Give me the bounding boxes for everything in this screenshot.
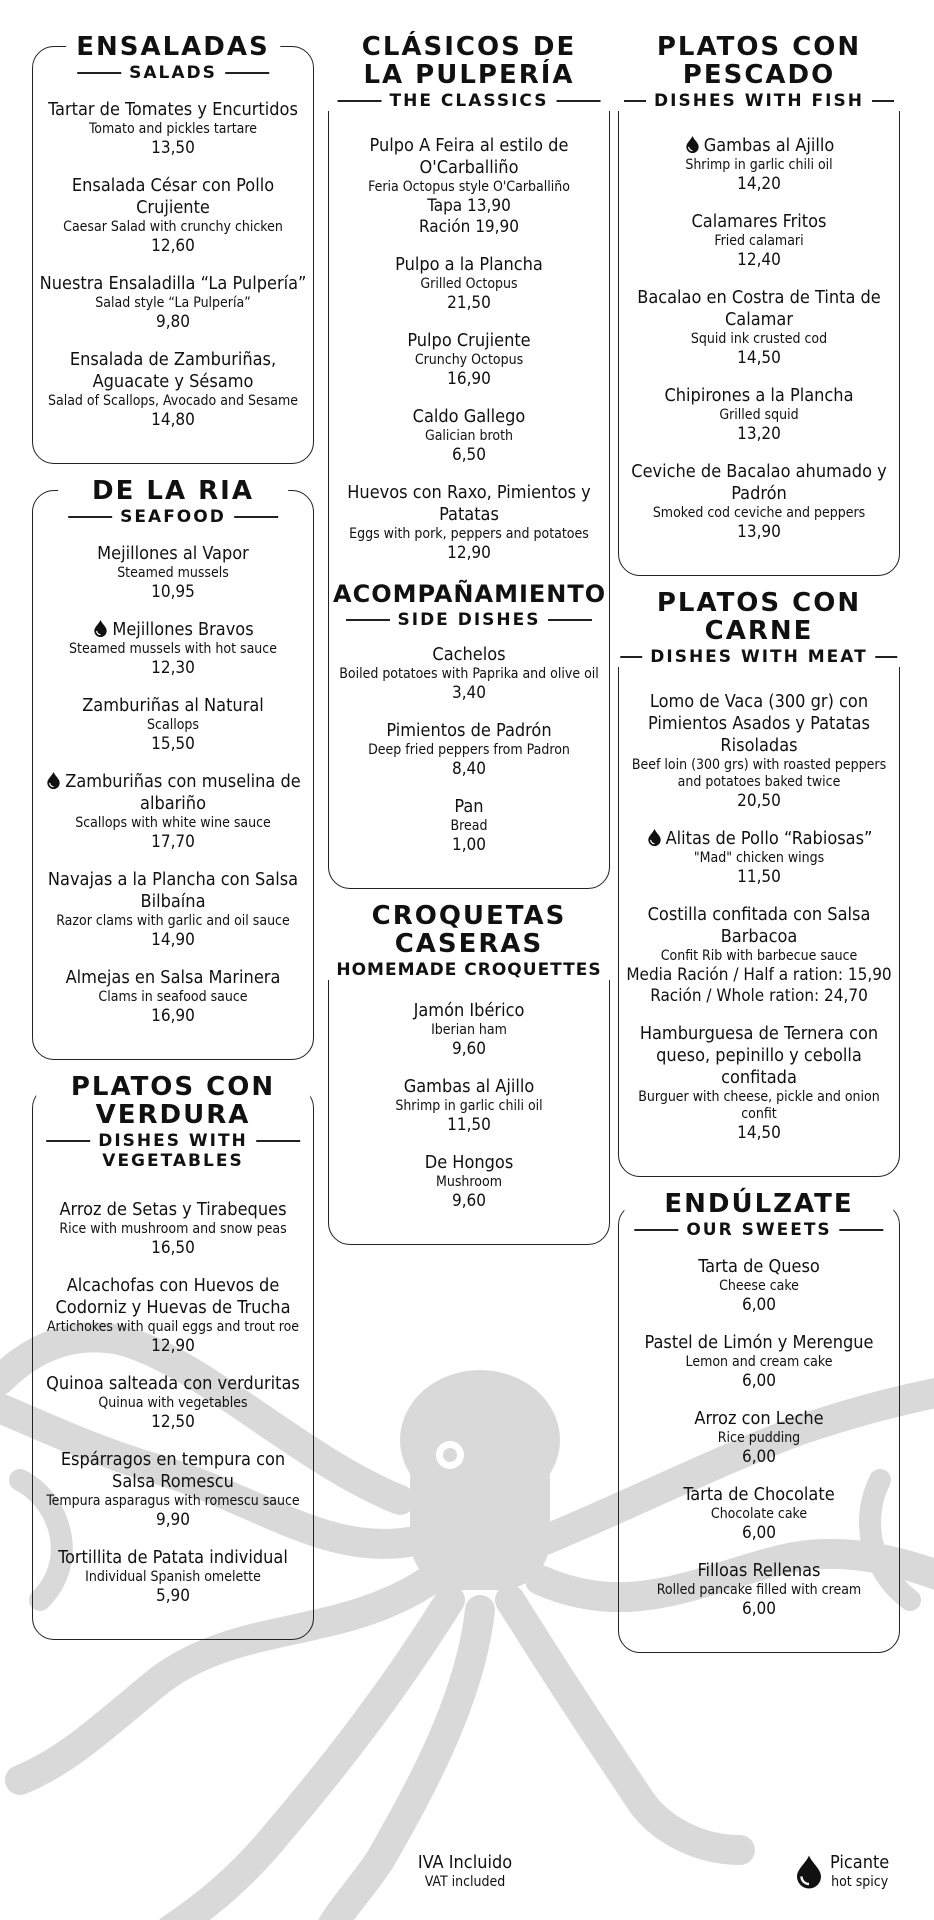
dish-name-text: Cachelos [432,644,506,665]
side-dishes-subtitle: SIDE DISHES [397,610,541,630]
dish-name-text: Pastel de Limón y Merengue [644,1332,874,1353]
dish-price: 9,60 [451,1039,487,1059]
dish-price: 14,80 [151,410,195,430]
spicy-legend-label: Picante [830,1852,890,1873]
menu-item [37,771,309,853]
dish-description-en: Beef loin (300 grs) with roasted peppers and potatoes baked twice [631,757,887,790]
dish-name [333,1000,605,1022]
dish-description-en: Iberian ham [431,1022,507,1038]
flame-drop-icon [794,1855,824,1889]
menu-list [37,99,309,431]
section-title: PLATOS CON [70,1072,276,1102]
section-fish [618,32,900,576]
dish-name-text: De Hongos [424,1152,514,1173]
dish-description-en: Mushroom [436,1174,502,1190]
dish-name [37,1547,309,1569]
dish-description-en: Lemon and cream cake [685,1354,833,1370]
dish-price: 6,00 [741,1599,777,1619]
menu-item [333,644,605,704]
menu-item [37,869,309,951]
flame-drop-icon [92,620,109,637]
menu-item [333,720,605,780]
dish-name [623,1560,895,1582]
dish-description-en: Rice pudding [717,1430,801,1446]
section-vegetables [32,1072,314,1640]
dish-price: 21,50 [447,293,491,313]
dish-name [623,1256,895,1278]
dish-name [37,1373,309,1395]
dish-description-en: Confit Rib with barbecue sauce [660,948,858,964]
dish-name-text: Pulpo a la Plancha [395,254,543,275]
menu-item [333,1076,605,1136]
dish-name [623,828,895,850]
section-meat [618,588,900,1177]
section-title-line2: PESCADO [682,60,836,90]
dish-description-en: Feria Octopus style O'Carballiño [368,179,570,195]
menu-item [37,175,309,257]
dish-price: 6,00 [741,1371,777,1391]
spicy-legend-label-en: hot spicy [831,1874,889,1890]
dish-price: 9,90 [155,1510,191,1530]
side-dishes-title: ACOMPAÑAMIENTO [333,580,607,608]
menu-item [37,99,309,159]
dish-name-text: Caldo Gallego [412,406,526,427]
dish-name [37,1449,309,1493]
dish-name-text: Espárragos en tempura con Salsa Romescu [60,1449,286,1492]
section-title: PLATOS CON [656,32,862,62]
menu-item [333,406,605,466]
dish-price-secondary: Ración / Whole ration: 24,70 [650,986,868,1006]
dish-name [333,135,605,179]
dish-name-text: Filloas Rellenas [697,1560,821,1581]
dish-price: 10,95 [151,582,195,602]
dish-name [623,385,895,407]
dish-name [37,1275,309,1319]
section-salads [32,32,314,464]
section-header [36,1073,310,1171]
menu-item [623,828,895,888]
dish-name [333,1076,605,1098]
section-subtitle: THE CLASSICS [389,91,549,111]
dish-name [37,869,309,913]
dish-name [333,482,605,526]
dish-description-en: Shrimp in garlic chili oil [685,157,833,173]
dish-name-text: Ensalada de Zamburiñas, Aguacate y Sésamo [69,349,277,392]
dish-description-en: Bread [450,818,488,834]
dish-name-text: Zamburiñas al Natural [82,695,264,716]
flame-drop-icon [646,829,663,846]
dish-description-en: Clams in seafood sauce [98,989,248,1005]
section-seafood [32,476,314,1060]
menu-item [623,691,895,812]
section-subtitle: HOMEMADE CROQUETTES [336,960,602,980]
section-title: CROQUETAS [371,901,567,931]
dish-price: 6,00 [741,1523,777,1543]
menu-item [37,543,309,603]
dish-name [623,287,895,331]
dish-price: 16,50 [151,1238,195,1258]
section-header [624,1190,893,1240]
dish-name-text: Alcachofas con Huevos de Codorniz y Huevas de Trucha [55,1275,291,1318]
menu-item [623,211,895,271]
menu-item [333,330,605,390]
dish-price-secondary: Ración 19,90 [419,217,519,237]
section-classics [328,32,610,889]
menu-item [623,904,895,1007]
dish-description-en: Crunchy Octopus [414,352,524,368]
section-subtitle: OUR SWEETS [686,1220,832,1240]
menu-item [37,349,309,431]
dish-description-en: Shrimp in garlic chili oil [395,1098,543,1114]
menu-item [623,1408,895,1468]
dish-name [623,135,895,157]
dish-price: 15,50 [151,734,195,754]
menu-item [623,1023,895,1144]
section-title: CLÁSICOS DE [361,32,577,62]
menu-item [623,1332,895,1392]
dish-price: 12,90 [447,543,491,563]
dish-name [37,967,309,989]
dish-name-text: Pimientos de Padrón [386,720,552,741]
dish-name-text: Costilla confitada con Salsa Barbacoa [647,904,871,947]
menu-list [37,1199,309,1607]
menu-item [37,967,309,1027]
menu-item [623,135,895,195]
section-subtitle: DISHES WITH FISH [654,91,864,111]
dish-description-en: Tomato and pickles tartare [89,121,257,137]
dish-description-en: Rolled pancake filled with cream [656,1582,862,1598]
dish-description-en: Deep fried peppers from Padron [368,742,570,758]
section-header [614,33,904,111]
dish-description-en: Quinua with vegetables [98,1395,248,1411]
dish-price: Media Ración / Half a ration: 15,90 [626,965,892,985]
menu-item [37,1373,309,1433]
dish-name-text: Tarta de Queso [698,1256,820,1277]
dish-name-text: Nuestra Ensaladilla “La Pulpería” [39,273,307,294]
menu-item [623,461,895,543]
dish-name [37,1199,309,1221]
section-title: ENSALADAS [76,32,270,62]
dish-name-text: Pulpo A Feira al estilo de O'Carballiño [369,135,569,178]
menu-list [333,1000,605,1212]
vat-label-en: VAT included [424,1874,506,1890]
dish-name [623,211,895,233]
menu-item [623,385,895,445]
menu-item [623,287,895,369]
dish-name-text: Ensalada César con Pollo Crujiente [71,175,275,218]
section-header [58,477,288,527]
menu-item [37,1275,309,1357]
menu-item [37,273,309,333]
dish-description-en: Salad of Scallops, Avocado and Sesame [47,393,298,409]
section-title-line2: LA PULPERÍA [363,60,575,90]
dish-description-en: "Mad" chicken wings [693,850,825,866]
dish-name-text: Jamón Ibérico [413,1000,525,1021]
menu-item [333,1152,605,1212]
dish-price: 16,90 [447,369,491,389]
menu-item [623,1256,895,1316]
menu-item [37,1199,309,1259]
dish-name [623,461,895,505]
dish-name [333,330,605,352]
dish-name [623,691,895,757]
menu-item [37,1547,309,1607]
section-subtitle: SEAFOOD [120,507,226,527]
dish-name [37,543,309,565]
dish-name [37,695,309,717]
dish-price: 9,60 [451,1191,487,1211]
dish-name-text: Gambas al Ajillo [703,135,835,156]
dish-description-en: Steamed mussels with hot sauce [69,641,277,657]
menu-item [623,1484,895,1544]
vat-label: IVA Incluido [417,1852,513,1873]
dish-price: 12,50 [151,1412,195,1432]
dish-description-en: Scallops [147,717,199,733]
dish-description-en: Cheese cake [719,1278,799,1294]
dish-price: 20,50 [737,791,781,811]
dish-name-text: Pan [454,796,484,817]
dish-name [623,1023,895,1089]
dish-name [37,99,309,121]
section-subtitle: DISHES WITH [98,1131,248,1151]
section-title-line2: CARNE [704,616,814,646]
dish-price: 1,00 [451,835,487,855]
section-croquettes [328,901,610,1245]
dish-price: 12,30 [151,658,195,678]
dish-name [37,349,309,393]
menu-list [623,691,895,1144]
menu-item [37,1449,309,1531]
dish-price: 13,90 [737,522,781,542]
dish-name-text: Hamburguesa de Ternera con queso, pepinillo y cebolla confitada [639,1023,879,1088]
dish-name [37,273,309,295]
section-sweets [618,1189,900,1653]
dish-name-text: Navajas a la Plancha con Salsa Bilbaína [47,869,299,912]
dish-name-text: Chipirones a la Plancha [664,385,854,406]
dish-name-text: Almejas en Salsa Marinera [65,967,281,988]
dish-name [37,175,309,219]
dish-name-text: Quinoa salteada con verduritas [46,1373,300,1394]
dish-name-text: Arroz de Setas y Tirabeques [59,1199,287,1220]
menu-list [623,1256,895,1620]
dish-name-text: Alitas de Pollo “Rabiosas” [665,828,873,849]
dish-name-text: Tarta de Chocolate [683,1484,835,1505]
dish-name-text: Pulpo Crujiente [407,330,531,351]
dish-price: 17,70 [151,832,195,852]
dish-description-en: Galician broth [424,428,514,444]
dish-price: 6,50 [451,445,487,465]
menu-item [333,796,605,856]
dish-price: 14,20 [737,174,781,194]
dish-description-en: Artichokes with quail eggs and trout roe [46,1319,300,1335]
section-title-line2: VERDURA [95,1100,251,1130]
dish-price: 11,50 [447,1115,491,1135]
menu-list [37,543,309,1027]
dish-name-text: Tartar de Tomates y Encurtidos [48,99,298,120]
dish-price: 3,40 [451,683,487,703]
section-title-line2: CASERAS [394,929,544,959]
menu-list [623,135,895,543]
column-right [618,32,900,1679]
section-header [66,33,280,83]
dish-name-text: Mejillones al Vapor [97,543,249,564]
dish-name [37,771,309,815]
dish-price: 9,80 [155,312,191,332]
dish-price: 13,50 [151,138,195,158]
section-header [326,902,611,980]
dish-description-en: Fried calamari [714,233,804,249]
menu-item [333,254,605,314]
dish-name-text: Bacalao en Costra de Tinta de Calamar [637,287,881,330]
dish-name-text: Arroz con Leche [694,1408,824,1429]
dish-name-text: Mejillones Bravos [112,619,254,640]
dish-price: 16,90 [151,1006,195,1026]
menu-item [333,482,605,564]
dish-price: 12,60 [151,236,195,256]
dish-name [333,796,605,818]
dish-name-text: Calamares Fritos [691,211,827,232]
dish-name-text: Gambas al Ajillo [403,1076,535,1097]
dish-price: 5,90 [155,1586,191,1606]
dish-name [623,1484,895,1506]
dish-price: 6,00 [741,1447,777,1467]
dish-description-en: Smoked cod ceviche and peppers [652,505,866,521]
dish-name [333,644,605,666]
dish-price: 14,90 [151,930,195,950]
section-title: PLATOS CON [656,588,862,618]
dish-description-en: Chocolate cake [710,1506,808,1522]
flame-drop-icon [45,772,62,789]
section-title: ENDÚLZATE [664,1189,854,1219]
menu-item [333,1000,605,1060]
menu-item [37,619,309,679]
section-header [610,589,907,667]
dish-name-text: Ceviche de Bacalao ahumado y Padrón [631,461,887,504]
dish-price: 13,20 [737,424,781,444]
dish-description-en: Caesar Salad with crunchy chicken [63,219,283,235]
dish-name [623,1332,895,1354]
dish-description-en: Tempura asparagus with romescu sauce [46,1493,300,1509]
section-header [328,33,611,111]
dish-description-en: Rice with mushroom and snow peas [59,1221,287,1237]
dish-description-en: Steamed mussels [117,565,229,581]
dish-name-text: Zamburiñas con muselina de albariño [65,771,301,814]
section-subtitle: DISHES WITH MEAT [650,647,868,667]
dish-name-text: Lomo de Vaca (300 gr) con Pimientos Asados y Patatas Risoladas [648,691,870,756]
dish-description-en: Squid ink crusted cod [690,331,828,347]
dish-name [333,1152,605,1174]
dish-price: 12,90 [151,1336,195,1356]
column-left [32,32,314,1666]
dish-description-en: Scallops with white wine sauce [75,815,271,831]
menu-item [37,695,309,755]
dish-description-en: Razor clams with garlic and oil sauce [56,913,290,929]
dish-name [623,904,895,948]
dish-description-en: Grilled Octopus [420,276,518,292]
dish-description-en: Individual Spanish omelette [85,1569,261,1585]
dish-description-en: Burguer with cheese, pickle and onion confit [638,1089,880,1122]
dish-name [333,254,605,276]
dish-name [37,619,309,641]
dish-price: Tapa 13,90 [427,196,511,216]
spicy-legend [794,1852,914,1891]
menu-item [333,135,605,238]
dish-price: 6,00 [741,1295,777,1315]
dish-name-text: Huevos con Raxo, Pimientos y Patatas [347,482,591,525]
dish-price: 11,50 [737,867,781,887]
dish-price: 14,50 [737,1123,781,1143]
dish-description-en: Eggs with pork, peppers and potatoes [349,526,589,542]
flame-drop-icon [684,136,701,153]
section-title: DE LA RIA [92,476,254,506]
vat-note [390,1852,540,1891]
dish-price: 12,40 [737,250,781,270]
dish-description-en: Salad style “La Pulpería” [95,295,251,311]
menu-list [333,644,605,856]
dish-name [333,720,605,742]
section-subtitle: SALADS [129,63,217,83]
dish-name [333,406,605,428]
menu-item [623,1560,895,1620]
dish-name [623,1408,895,1430]
column-middle [328,32,610,1271]
dish-description-en: Boiled potatoes with Paprika and olive oil [339,666,599,682]
dish-price: 14,50 [737,348,781,368]
menu-list [333,135,605,564]
section-subtitle-line2: VEGETABLES [102,1151,244,1171]
dish-name-text: Tortillita de Patata individual [58,1547,288,1568]
dish-description-en: Grilled squid [719,407,799,423]
dish-price: 8,40 [451,759,487,779]
